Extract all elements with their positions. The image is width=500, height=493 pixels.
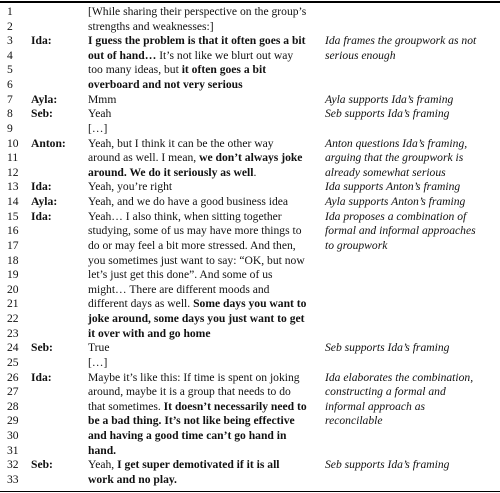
transcript-line <box>0 150 500 165</box>
analysis-note: Ayla supports Ida’s framing <box>325 92 454 106</box>
transcript-line <box>0 311 500 326</box>
emphasized-segment: Some days you want to <box>193 297 307 311</box>
line-number: 17 <box>7 238 19 252</box>
transcript-line <box>0 399 500 414</box>
analysis-note: Seb supports Ida’s framing <box>325 458 450 472</box>
text-segment: might… There are different moods and <box>88 282 270 296</box>
utterance-text <box>88 33 306 48</box>
transcript-line <box>0 106 500 121</box>
transcript-line <box>0 136 500 151</box>
utterance-text <box>88 399 307 414</box>
line-number: 24 <box>7 341 19 355</box>
transcript-line <box>0 355 500 370</box>
utterance-text <box>88 48 293 63</box>
text-segment: you sometimes just want to say: “OK, but now <box>88 253 305 267</box>
line-number: 31 <box>7 443 19 457</box>
utterance-text <box>88 355 107 370</box>
transcript-line <box>0 209 500 224</box>
emphasized-segment: we don’t always joke <box>199 151 303 165</box>
text-segment: […] <box>88 355 108 369</box>
transcript-line <box>0 370 500 385</box>
line-number: 1 <box>7 5 13 18</box>
transcript-line <box>0 165 500 180</box>
text-segment: True <box>88 341 110 355</box>
speaker-name: Seb: <box>31 341 53 355</box>
transcript-line <box>0 33 500 48</box>
line-number: 3 <box>7 34 13 48</box>
line-number: 8 <box>7 107 13 121</box>
speaker-name: Seb: <box>31 458 53 472</box>
utterance-text <box>88 62 266 77</box>
transcript-line <box>0 457 500 472</box>
emphasized-segment: overboard and not very serious <box>88 78 243 92</box>
analysis-note: Ida proposes a combination of <box>325 209 467 223</box>
line-number: 16 <box>7 224 19 238</box>
emphasized-segment: joke around, some days you just want to get <box>88 312 305 326</box>
emphasized-segment: it often goes a bit <box>181 63 267 77</box>
utterance-text <box>88 238 296 253</box>
text-segment: that sometimes. <box>88 399 164 413</box>
text-segment: Yeah, <box>88 458 118 472</box>
utterance-text <box>88 282 269 297</box>
analysis-note: arguing that the groupwork is <box>325 151 464 165</box>
utterance-text <box>88 4 306 19</box>
line-number: 12 <box>7 165 19 179</box>
line-number: 10 <box>7 136 19 150</box>
line-number: 5 <box>7 63 13 77</box>
transcript-line <box>0 19 500 34</box>
line-number: 4 <box>7 48 13 62</box>
speaker-name: Ida: <box>31 370 52 384</box>
line-number: 20 <box>7 282 19 296</box>
line-number: 18 <box>7 253 19 267</box>
transcript-line <box>0 384 500 399</box>
transcript-line <box>0 428 500 443</box>
transcript-line <box>0 282 500 297</box>
line-number: 28 <box>7 399 19 413</box>
utterance-text <box>88 19 214 34</box>
utterance-text <box>88 413 295 428</box>
utterance-text <box>88 296 306 311</box>
speaker-name: Ayla: <box>31 92 58 106</box>
text-segment: around as well. I mean, <box>88 151 200 165</box>
emphasized-segment: hand. <box>88 443 117 457</box>
text-segment: Mmm <box>88 92 117 106</box>
analysis-note: informal approach as <box>325 399 426 413</box>
analysis-note: Anton questions Ida’s framing, <box>325 136 468 150</box>
text-segment: Yeah, you’re right <box>88 180 173 194</box>
line-number: 22 <box>7 312 19 326</box>
analysis-note: to groupwork <box>325 238 388 252</box>
utterance-text <box>88 165 256 180</box>
transcript-line <box>0 413 500 428</box>
utterance-text <box>88 209 282 224</box>
utterance-text <box>88 267 273 282</box>
text-segment: different days as well. <box>88 297 194 311</box>
transcript-line <box>0 340 500 355</box>
text-segment: let’s just get this done”. And some of us <box>88 268 273 282</box>
text-segment: Maybe it’s like this: If time is spent on joking <box>88 370 300 384</box>
transcript-line <box>0 223 500 238</box>
utterance-text <box>88 443 116 458</box>
analysis-note: Ida frames the groupwork as not <box>325 34 477 48</box>
transcript-line <box>0 267 500 282</box>
text-segment: too many ideas, but <box>88 63 182 77</box>
line-number: 33 <box>7 472 19 486</box>
bottom-rule <box>0 491 500 492</box>
line-number: 11 <box>7 151 19 165</box>
utterance-text <box>88 223 302 238</box>
line-number: 25 <box>7 355 19 369</box>
text-segment: Yeah, but I think it can be the other way <box>88 136 274 150</box>
transcript-line <box>0 62 500 77</box>
transcript-line <box>0 472 500 487</box>
utterance-text <box>88 384 291 399</box>
text-segment: It’s not like we blurt out way <box>156 48 294 62</box>
utterance-text <box>88 150 302 165</box>
line-number: 15 <box>7 209 19 223</box>
line-number: 13 <box>7 180 19 194</box>
text-segment: Yeah… I also think, when sitting together <box>88 209 282 223</box>
transcript-line <box>0 92 500 107</box>
transcript-line <box>0 77 500 92</box>
analysis-note: Seb supports Ida’s framing <box>325 341 450 355</box>
speaker-name: Ayla: <box>31 195 58 209</box>
transcript-line <box>0 238 500 253</box>
speaker-name: Ida: <box>31 180 52 194</box>
line-number: 2 <box>7 19 13 33</box>
transcript-line <box>0 121 500 136</box>
line-number: 7 <box>7 92 13 106</box>
emphasized-segment: it over with and go home <box>88 326 211 340</box>
analysis-note: constructing a formal and <box>325 385 446 399</box>
transcript-line <box>0 296 500 311</box>
speaker-name: Anton: <box>31 136 66 150</box>
analysis-note: Seb supports Ida’s framing <box>325 107 450 121</box>
transcript-line <box>0 179 500 194</box>
text-segment: [While sharing their perspective on the group’s <box>88 5 307 18</box>
analysis-note: serious enough <box>325 48 396 62</box>
analysis-note: Ida elaborates the combination, <box>325 370 474 384</box>
transcript-line <box>0 326 500 341</box>
text-segment: strengths and weaknesses:] <box>88 19 214 33</box>
analysis-note: Ida supports Anton’s framing <box>325 180 461 194</box>
emphasized-segment: be a bad thing. It’s not like being effective <box>88 414 295 428</box>
utterance-text <box>88 472 177 487</box>
utterance-text <box>88 194 288 209</box>
transcript-line <box>0 4 500 19</box>
emphasized-segment: I guess the problem is that it often goes a bit <box>88 34 306 48</box>
line-number: 19 <box>7 268 19 282</box>
line-number: 14 <box>7 195 19 209</box>
utterance-text <box>88 106 111 121</box>
utterance-text <box>88 457 280 472</box>
line-number: 9 <box>7 121 13 135</box>
utterance-text <box>88 428 286 443</box>
emphasized-segment: out of hand… <box>88 48 157 62</box>
utterance-text <box>88 179 172 194</box>
transcript-line <box>0 253 500 268</box>
text-segment: Yeah <box>88 107 112 121</box>
utterance-text <box>88 370 300 385</box>
utterance-text <box>88 92 116 107</box>
utterance-text <box>88 136 274 151</box>
emphasized-segment: I get super demotivated if it is all <box>117 458 280 472</box>
line-number: 27 <box>7 385 19 399</box>
emphasized-segment: It doesn’t necessarily need to <box>163 399 307 413</box>
speaker-name: Ida: <box>31 209 52 223</box>
text-segment: […] <box>88 121 108 135</box>
line-number: 26 <box>7 370 19 384</box>
emphasized-segment: work and no play. <box>88 472 177 486</box>
transcript-line <box>0 443 500 458</box>
line-number: 23 <box>7 326 19 340</box>
text-segment: studying, some of us may have more things to <box>88 224 302 238</box>
line-number: 29 <box>7 414 19 428</box>
analysis-note: Ayla supports Anton’s framing <box>325 195 466 209</box>
speaker-name: Seb: <box>31 107 53 121</box>
emphasized-segment: around. We do it seriously as well <box>88 165 254 179</box>
utterance-text <box>88 340 109 355</box>
line-number: 32 <box>7 458 19 472</box>
transcript-line <box>0 48 500 63</box>
utterance-text <box>88 253 305 268</box>
utterance-text <box>88 121 107 136</box>
analysis-note: reconcilable <box>325 414 383 428</box>
utterance-text <box>88 311 305 326</box>
text-segment: Yeah, and we do have a good business idea <box>88 195 289 209</box>
transcript-line <box>0 194 500 209</box>
utterance-text <box>88 326 211 341</box>
line-number: 21 <box>7 297 19 311</box>
utterance-text <box>88 77 243 92</box>
text-segment: around, maybe it is a group that needs to do <box>88 385 291 399</box>
analysis-note: formal and informal approaches <box>325 224 476 238</box>
speaker-name: Ida: <box>31 34 52 48</box>
analysis-note: already somewhat serious <box>325 165 446 179</box>
top-rule <box>0 1 500 3</box>
text-segment: . <box>253 165 257 179</box>
line-number: 30 <box>7 428 19 442</box>
line-number: 6 <box>7 78 13 92</box>
emphasized-segment: and having a good time can’t go hand in <box>88 428 287 442</box>
text-segment: do or may feel a bit more stressed. And then, <box>88 238 296 252</box>
